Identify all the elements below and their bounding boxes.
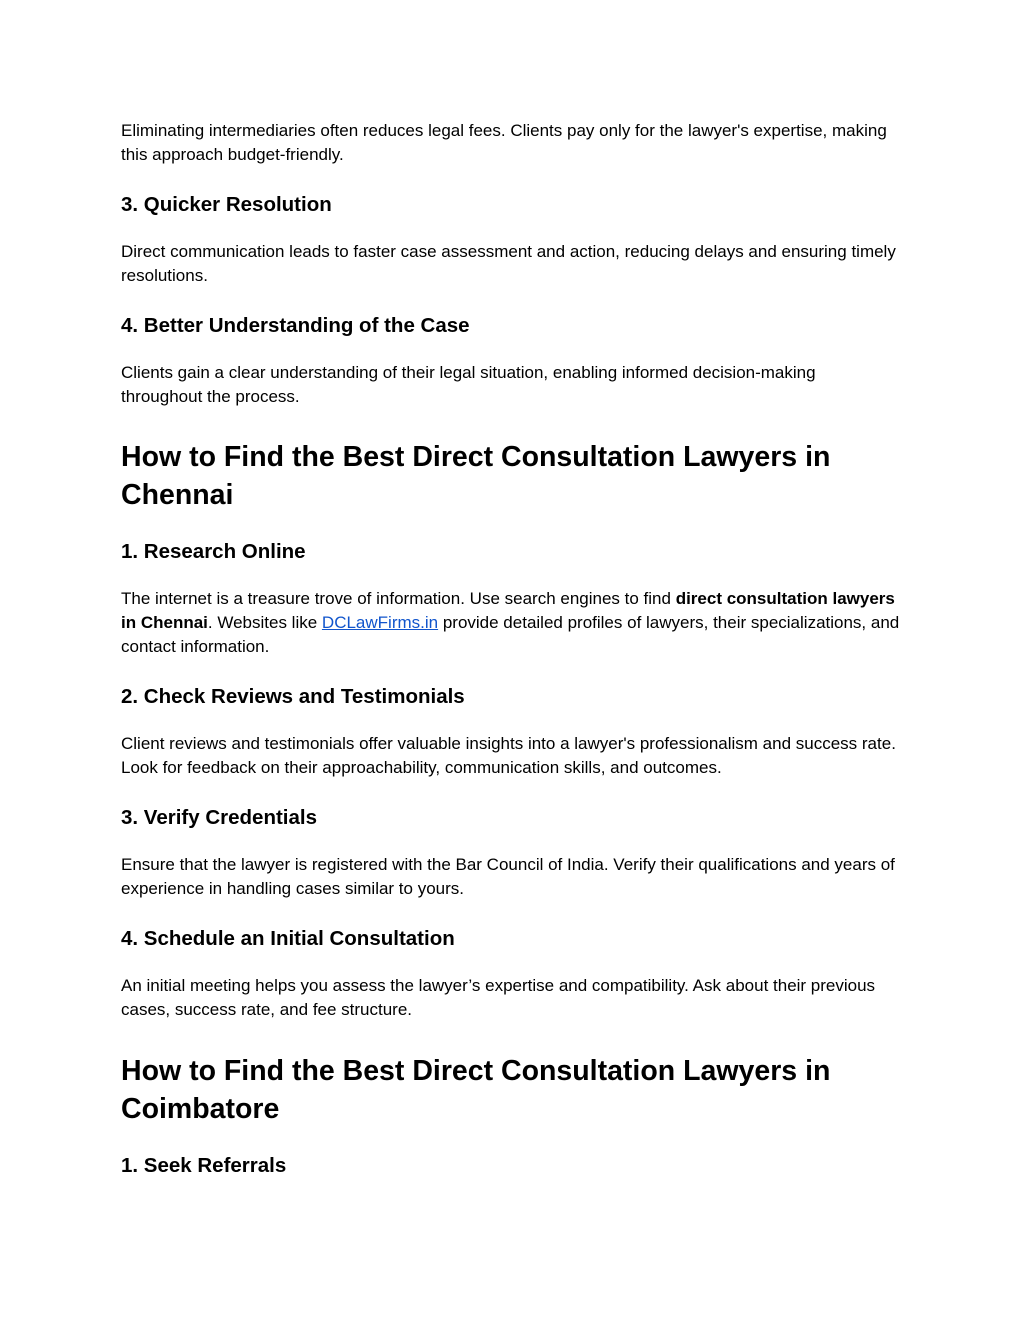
intro-paragraph: Eliminating intermediaries often reduces legal fees. Clients pay only for the lawyer's expertise, making this approach budget-friendly. xyxy=(121,121,887,164)
dclawfirms-link[interactable]: DCLawFirms.in xyxy=(321,613,439,632)
heading-research-online: 1. Research Online xyxy=(121,540,306,563)
heading-initial-consultation: 4. Schedule an Initial Consultation xyxy=(121,927,455,950)
section-title-coimbatore: How to Find the Best Direct Consultation Lawyers in Coimbatore xyxy=(121,1055,831,1125)
paragraph-quicker-resolution: Direct communication leads to faster case assessment and action, reducing delays and ensuring timely resolutions. xyxy=(121,242,896,285)
heading-quicker-resolution: 3. Quicker Resolution xyxy=(121,193,332,216)
paragraph-verify-credentials: Ensure that the lawyer is registered with the Bar Council of India. Verify their qualifications and years of experience in handling cases similar to yours. xyxy=(121,855,895,898)
heading-better-understanding: 4. Better Understanding of the Case xyxy=(121,314,470,337)
paragraph-research-online xyxy=(121,587,901,659)
research-text-part3: provide detailed profiles of lawyers, their specializations, and contact information. xyxy=(121,613,900,656)
paragraph-initial-consultation: An initial meeting helps you assess the lawyer’s expertise and compatibility. Ask about their previous cases, success rate, and fee structure. xyxy=(121,976,876,1019)
heading-check-reviews: 2. Check Reviews and Testimonials xyxy=(121,685,465,708)
section-title-chennai: How to Find the Best Direct Consultation Lawyers in Chennai xyxy=(121,441,831,511)
heading-verify-credentials: 3. Verify Credentials xyxy=(121,806,317,829)
research-text-part1: The internet is a treasure trove of information. Use search engines to find xyxy=(121,589,676,608)
heading-seek-referrals: 1. Seek Referrals xyxy=(121,1154,287,1177)
research-bold-phrase: direct consultation lawyers in Chennai xyxy=(121,589,895,632)
research-text-part2: . Websites like xyxy=(207,613,322,632)
paragraph-better-understanding: Clients gain a clear understanding of their legal situation, enabling informed decision-making throughout the process. xyxy=(121,363,816,406)
paragraph-check-reviews: Client reviews and testimonials offer valuable insights into a lawyer's professionalism and success rate. Look for feedback on their approachability, communication skills, and outcomes. xyxy=(121,734,896,777)
